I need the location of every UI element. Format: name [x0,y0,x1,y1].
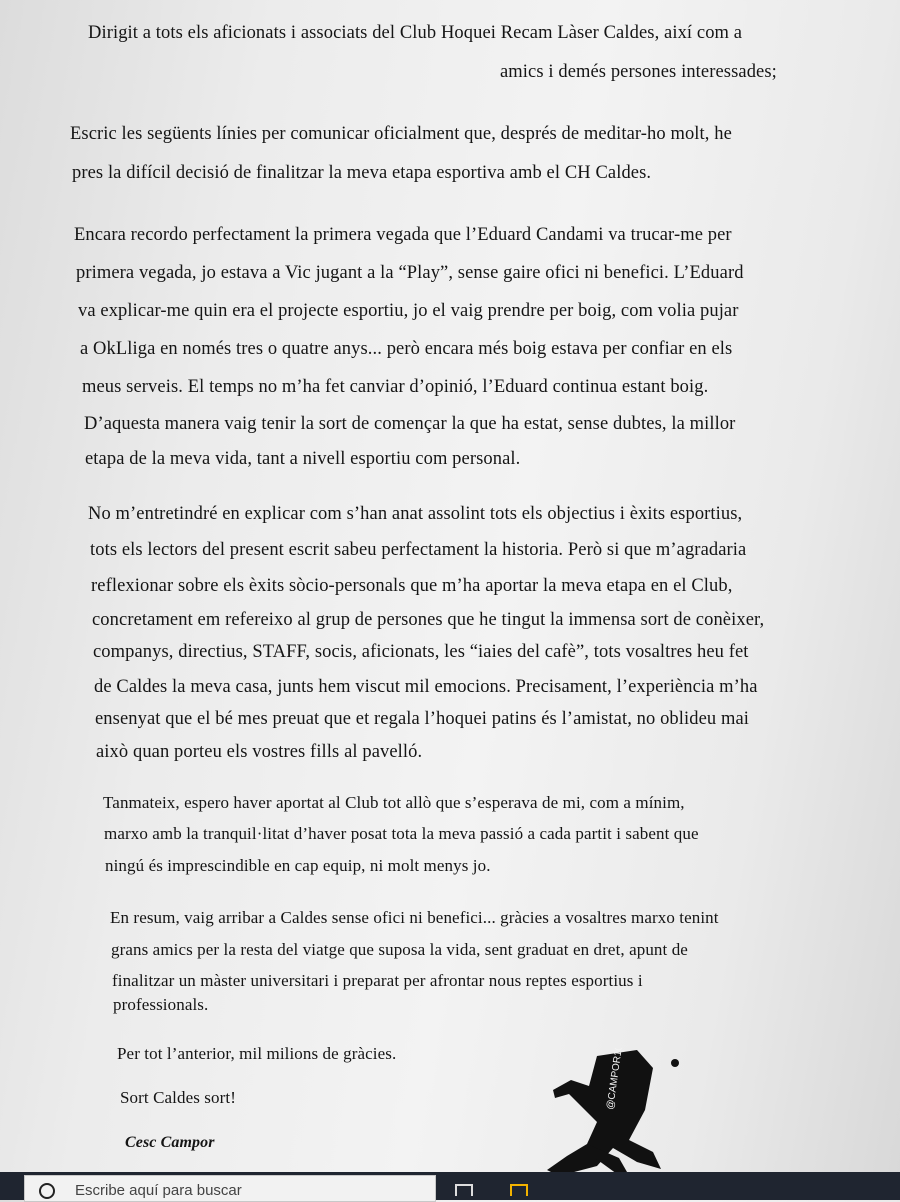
search-icon [39,1183,55,1199]
letter-line: pres la difícil decisió de finalitzar la meva etapa esportiva amb el CH Caldes. [72,163,652,183]
letter-line: amics i demés persones interessades; [500,62,777,82]
letter-line: de Caldes la meva casa, junts hem viscut mil emocions. Precisament, l’experiència m’ha [94,677,758,697]
letter-line: concretament em refereixo al grup de persones que he tingut la immensa sort de conèixer, [92,610,765,630]
logo-text: @CAMPOR10 [605,1048,626,1111]
letter-line: Dirigit a tots els aficionats i associats del Club Hoquei Recam Làser Caldes, així com a [88,23,743,43]
letter-line: finalitzar un màster universitari i preparat per afrontar nous reptes esportius i [112,971,643,990]
letter-line: marxo amb la tranquil·litat d’haver posat tota la meva passió a cada partit i sabent que [104,824,699,843]
letter-line: reflexionar sobre els èxits sòcio-personals que m’ha aportar la meva etapa en el Club, [91,576,733,596]
letter-line: meus serveis. El temps no m’ha fet canviar d’opinió, l’Eduard continua estant boig. [82,377,709,397]
letter-line: Encara recordo perfectament la primera vegada que l’Eduard Candami va trucar-me per [74,225,732,245]
letter-line: primera vegada, jo estava a Vic jugant a la “Play”, sense gaire ofici ni benefici. L’Eduard [76,263,744,283]
letter-line: ensenyat que el bé mes preuat que et regala l’hoquei patins és l’amistat, no oblideu mai [95,709,750,729]
player-silhouette-logo [535,1048,685,1183]
letter-line: va explicar-me quin era el projecte esportiu, jo el vaig prendre per boig, com volia pujar [78,301,739,321]
letter-line: D’aquesta manera vaig tenir la sort de començar la que ha estat, sense dubtes, la millor [84,414,736,434]
letter-line: En resum, vaig arribar a Caldes sense ofici ni benefici... gràcies a vosaltres marxo tenint [110,908,719,927]
task-view-icon[interactable] [455,1184,473,1196]
letter-line: companys, directius, STAFF, socis, aficionats, les “iaies del cafè”, tots vosaltres heu fet [93,642,749,662]
letter-line: grans amics per la resta del viatge que suposa la vida, sent graduat en dret, apunt de [111,940,688,959]
letter-line: etapa de la meva vida, tant a nivell esportiu com personal. [85,449,521,469]
letter-line: tots els lectors del present escrit sabeu perfectament la historia. Però si que m’agradaria [90,540,747,560]
letter-line: professionals. [113,995,209,1014]
cheer-line: Sort Caldes sort! [120,1088,236,1107]
search-input[interactable]: Escribe aquí para buscar [75,1182,242,1199]
hockey-player-icon [535,1048,685,1183]
letter-line: No m’entretindré en explicar com s’han anat assolint tots els objectius i èxits esportius, [88,504,743,524]
thanks-line: Per tot l’anterior, mil milions de gràcies. [117,1044,397,1063]
taskbar-search-box[interactable] [24,1175,436,1202]
letter-line: això quan porteu els vostres fills al pavelló. [96,742,423,762]
letter-line: Tanmateix, espero haver aportat al Club tot allò que s’esperava de mi, com a mínim, [103,793,685,812]
file-explorer-icon[interactable] [510,1184,528,1196]
letter-line: ningú és imprescindible en cap equip, ni molt menys jo. [105,856,491,875]
signature: Cesc Campor [125,1134,215,1151]
letter-line: Escric les següents línies per comunicar oficialment que, després de meditar-ho molt, he [70,124,732,144]
letter-line: a OkLliga en només tres o quatre anys... però encara més boig estava per confiar en els [80,339,733,359]
